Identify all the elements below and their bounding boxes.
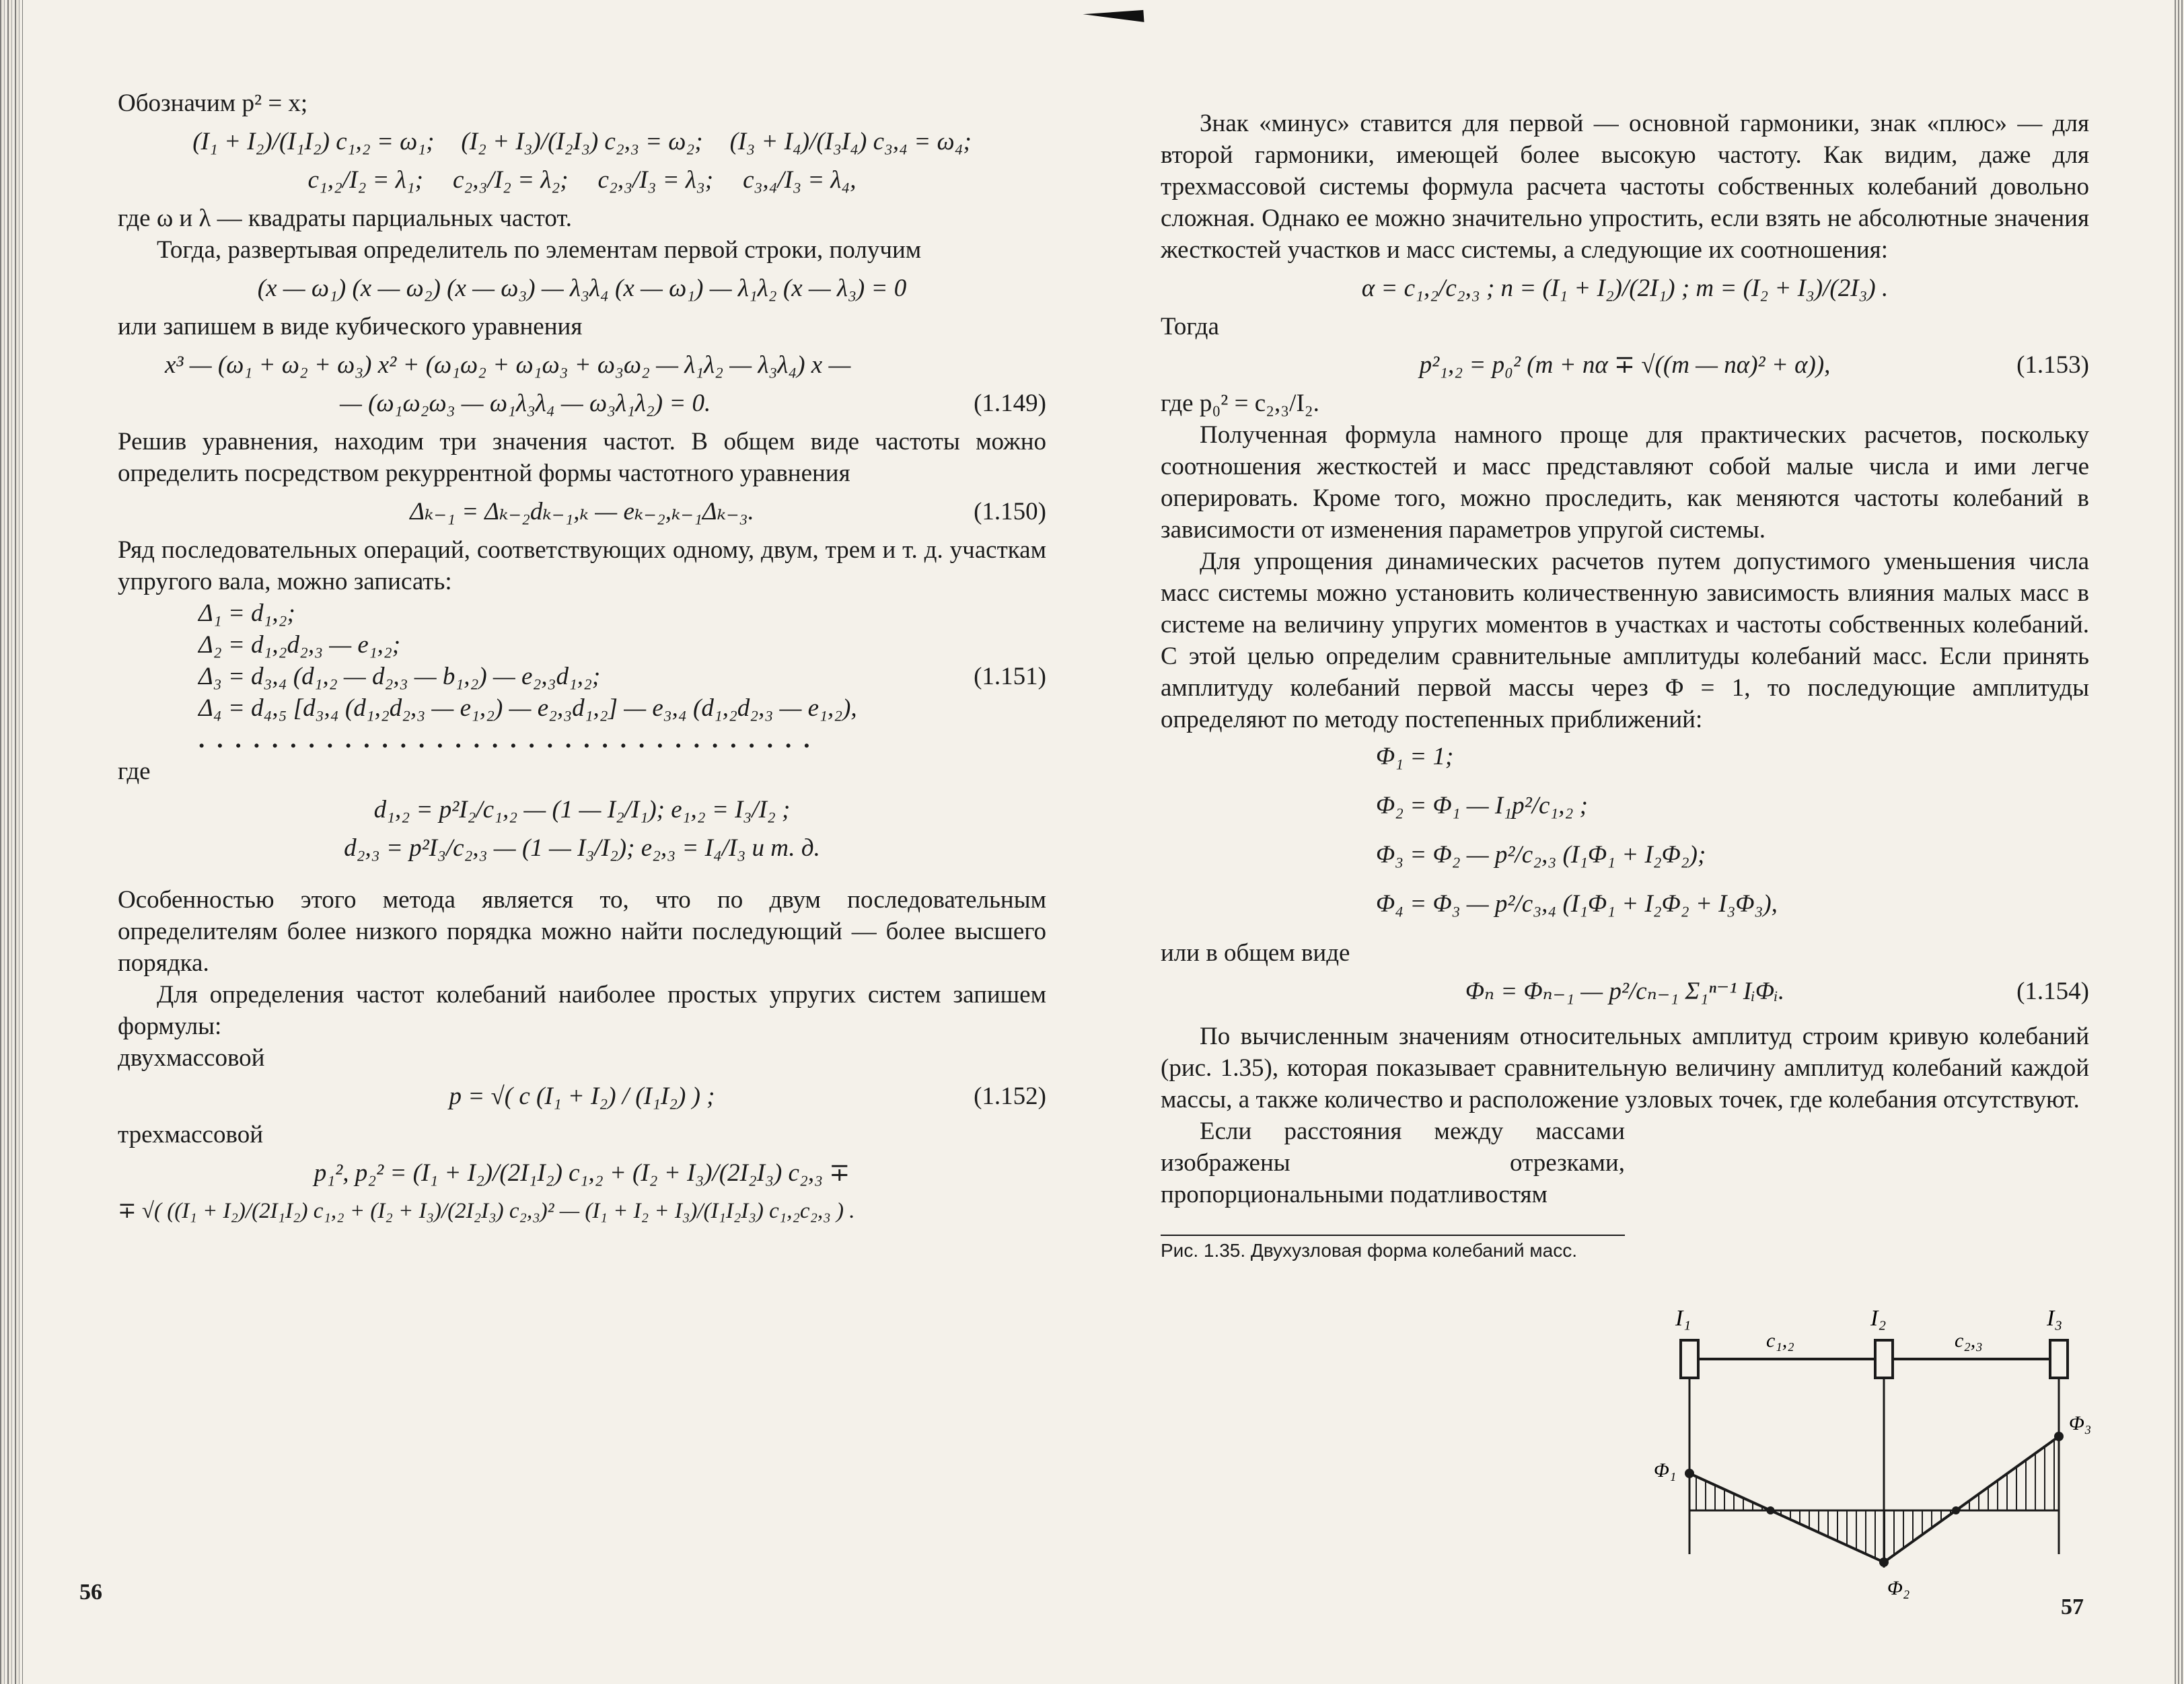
equation-text: d₁,₂ = p²I₂/c₁,₂ — (1 — I₂/I₁); e₁,₂ = I₃/I₂ ; <box>373 796 791 823</box>
equation-text: ∓ √( ((I₁ + I₂)/(2I₁I₂) c₁,₂ + (I₂ + I₃)/(2I₂I₃) c₂,₃)² — (I₁ + I₂ + I₃)/(I₁I₂I₃) c₁,₂c₂,₃ ) . <box>118 1199 855 1223</box>
figure-vibration-mode <box>1648 1298 2106 1601</box>
delta-list <box>198 597 1046 724</box>
label-I2: I₂ <box>1870 1306 1887 1331</box>
mass-1 <box>1681 1340 1698 1378</box>
ellipsis-dots: .................................. <box>198 726 822 754</box>
paragraph: или запишем в виде кубического уравнения <box>118 313 583 340</box>
label-phi3: Φ₃ <box>2069 1412 2092 1434</box>
paragraph: Особенностью этого метода является то, что по двум последовательным определителям более низкого порядка можно найти последующий — более высшего порядка. <box>118 886 1046 977</box>
paragraph: Ряд последовательных операций, соответствующих одному, двум, трем и т. д. участкам упругого вала, можно записать: <box>118 536 1046 595</box>
lambda-2: c₂,₃/I₂ = λ₂; <box>452 166 569 194</box>
omega-4: (I₃ + I₄)/(I₃I₄) c₃,₄ = ω₄; <box>729 128 972 155</box>
list-item: Φ₃ = Φ₂ — p²/c₂,₃ (I₁Φ₁ + I₂Φ₂); <box>1376 841 1706 869</box>
list-item: Δ₄ = d₄,₅ [d₃,₄ (d₁,₂d₂,₃ — e₁,₂) — e₂,₃d₁,₂] — e₃,₄ (d₁,₂d₂,₃ — e₁,₂), <box>198 694 857 722</box>
list-item-text: Δ₃ = d₃,₄ (d₁,₂ — d₂,₃ — b₁,₂) — e₂,₃d₁,₂; <box>198 663 601 690</box>
left-page <box>118 87 1046 1234</box>
lambda-definitions <box>118 164 1046 196</box>
equation-number: (1.152) <box>974 1083 1046 1110</box>
label-phi1: Φ₁ <box>1654 1459 1677 1481</box>
paragraph: Знак «минус» ставится для первой — основной гармоники, знак «плюс» — для второй гармоники, имеющей более высокую частоту. Как видим, даже для трехмассовой системы формула расчета частоты собственных колебаний довольно сложная. Однако ее можно значительно упростить, если взять не абсолютные значения жесткостей участков и масс системы, а следующие их соотношения: <box>1161 110 2089 264</box>
notation-line: Обозначим p² = x; <box>118 89 308 117</box>
paragraph: Если расстояния между массами изображены отрезками, пропорциональными податливостям <box>1161 1118 1625 1208</box>
right-page <box>1161 108 2089 1261</box>
equation-text: p²₁,₂ = p₀² (m + nα ∓ √((m — nα)² + α)), <box>1419 351 1831 379</box>
paragraph: где ω и λ — квадраты парциальных частот. <box>118 205 572 232</box>
phi-list <box>1376 741 2089 920</box>
figure-caption: Рис. 1.35. Двухузловая форма колебаний масс. <box>1161 1235 1625 1261</box>
omega-definitions <box>118 126 1046 157</box>
list-item: Δ₂ = d₁,₂d₂,₃ — e₁,₂; <box>198 631 401 659</box>
equation-text: (x — ω₁) (x — ω₂) (x — ω₃) — λ₃λ₄ (x — ω₁) — λ₁λ₂ (x — λ₃) = 0 <box>257 274 907 302</box>
lambda-1: c₁,₂/I₂ = λ₁; <box>307 166 423 194</box>
amplitude-point-2 <box>1879 1558 1889 1567</box>
equation-text: α = c₁,₂/c₂,₃ ; n = (I₁ + I₂)/(2I₁) ; m = (I₂ + I₃)/(2I₃) . <box>1361 274 1889 302</box>
equation <box>118 1157 1046 1189</box>
paragraph: или в общем виде <box>1161 939 1350 967</box>
equation-text: Δₖ₋₁ = Δₖ₋₂dₖ₋₁,ₖ — eₖ₋₂,ₖ₋₁Δₖ₋₃. <box>410 498 754 525</box>
scan-marker <box>1083 10 1144 26</box>
label-c12: c₁,₂ <box>1766 1329 1794 1352</box>
mode-curve <box>1689 1436 2059 1562</box>
equation-number: (1.151) <box>974 663 1046 690</box>
node-point-1 <box>1766 1506 1774 1514</box>
book-spine-left <box>0 0 23 1684</box>
label-c23: c₂,₃ <box>1955 1329 1983 1352</box>
equation <box>118 832 1046 864</box>
equation <box>118 272 1046 304</box>
omega-1: (I₁ + I₂)/(I₁I₂) c₁,₂ = ω₁; <box>192 128 435 155</box>
paragraph: Для определения частот колебаний наиболее простых упругих систем запишем формулы: <box>118 981 1046 1040</box>
label-I3: I₃ <box>2047 1306 2063 1331</box>
equation <box>118 349 1046 381</box>
paragraph: Решив уравнения, находим три значения частот. В общем виде частоты можно определить посредством рекуррентной формы частотного уравнения <box>118 428 1046 487</box>
equation-text: p = √( c (I₁ + I₂) / (I₁I₂) ) ; <box>449 1083 715 1110</box>
paragraph: где p₀² = c₂,₃/I₂. <box>1161 390 1319 417</box>
paragraph: По вычисленным значениям относительных амплитуд строим кривую колебаний (рис. 1.35), которая показывает сравнительную величину амплитуд колебаний каждой массы, а также количество и расположение узловых точек, где колебания отсутствуют. <box>1161 1023 2089 1113</box>
subheading: двухмассовой <box>118 1044 265 1072</box>
togda-label: Тогда <box>1161 313 1219 340</box>
amplitude-point-3 <box>2054 1432 2064 1441</box>
label-I1: I₁ <box>1675 1306 1691 1331</box>
equation <box>118 388 1046 419</box>
paragraph: Для упрощения динамических расчетов путем допустимого уменьшения числа масс системы можно установить количественную зависимость влияния малых масс в системе на величину упругих моментов в участках и частоты собственных колебаний. С этой целью определим сравнительные амплитуды колебаний масс. Если принять амплитуду колебаний первой массы через Φ = 1, то последующие амплитуды определяют по методу постепенных приближений: <box>1161 548 2089 733</box>
equation <box>118 1196 1046 1227</box>
book-edge-right <box>2175 0 2184 1684</box>
list-item <box>198 661 1046 692</box>
node-point-2 <box>1952 1506 1960 1514</box>
label-phi2: Φ₂ <box>1887 1577 1910 1599</box>
equation <box>118 1081 1046 1112</box>
mass-3 <box>2050 1340 2068 1378</box>
equation <box>1161 976 2089 1007</box>
list-item: Φ₄ = Φ₃ — p²/c₃,₄ (I₁Φ₁ + I₂Φ₂ + I₃Φ₃), <box>1376 890 1778 918</box>
lambda-3: c₂,₃/I₃ = λ₃; <box>597 166 714 194</box>
subheading: трехмассовой <box>118 1121 264 1148</box>
list-item: Φ₁ = 1; <box>1376 743 1454 770</box>
equation-text: — (ω₁ω₂ω₃ — ω₁λ₃λ₄ — ω₃λ₁λ₂) = 0. <box>340 390 711 417</box>
equation-text: x³ — (ω₁ + ω₂ + ω₃) x² + (ω₁ω₂ + ω₁ω₃ + ω₃ω₂ — λ₁λ₂ — λ₃λ₄) x — <box>165 351 851 379</box>
equation-number: (1.153) <box>2016 351 2089 379</box>
equation <box>118 794 1046 826</box>
gde-label: где <box>118 758 151 785</box>
equation-number: (1.149) <box>974 390 1046 417</box>
mass-2 <box>1875 1340 1893 1378</box>
list-item: Φ₂ = Φ₁ — I₁p²/c₁,₂ ; <box>1376 792 1588 819</box>
page-number: 57 <box>2061 1595 2084 1619</box>
equation-text: p₁², p₂² = (I₁ + I₂)/(2I₁I₂) c₁,₂ + (I₂ + I₃)/(2I₂I₃) c₂,₃ ∓ <box>314 1159 850 1187</box>
equation <box>118 496 1046 527</box>
page-number: 56 <box>79 1580 102 1605</box>
omega-2: (I₂ + I₃)/(I₂I₃) c₂,₃ = ω₂; <box>461 128 703 155</box>
list-item: Δ₁ = d₁,₂; <box>198 599 295 627</box>
lambda-4: c₃,₄/I₃ = λ₄, <box>743 166 857 194</box>
equation-number: (1.150) <box>974 498 1046 525</box>
equation-number: (1.154) <box>2016 978 2089 1005</box>
paragraph: Полученная формула намного проще для практических расчетов, поскольку соотношения жесткостей и масс представляют собой малые числа и ими легче оперировать. Кроме того, можно проследить, как меняются частоты колебаний в зависимости от изменения параметров упругой системы. <box>1161 421 2089 544</box>
equation <box>1161 349 2089 381</box>
amplitude-point-1 <box>1685 1469 1694 1478</box>
equation <box>1161 272 2089 304</box>
paragraph: Тогда, развертывая определитель по элементам первой строки, получим <box>157 236 922 264</box>
equation-text: d₂,₃ = p²I₃/c₂,₃ — (1 — I₃/I₂); e₂,₃ = I₄/I₃ и т. д. <box>344 834 820 862</box>
equation-text: Φₙ = Φₙ₋₁ — p²/cₙ₋₁ Σ₁ⁿ⁻¹ IᵢΦᵢ. <box>1465 978 1785 1005</box>
